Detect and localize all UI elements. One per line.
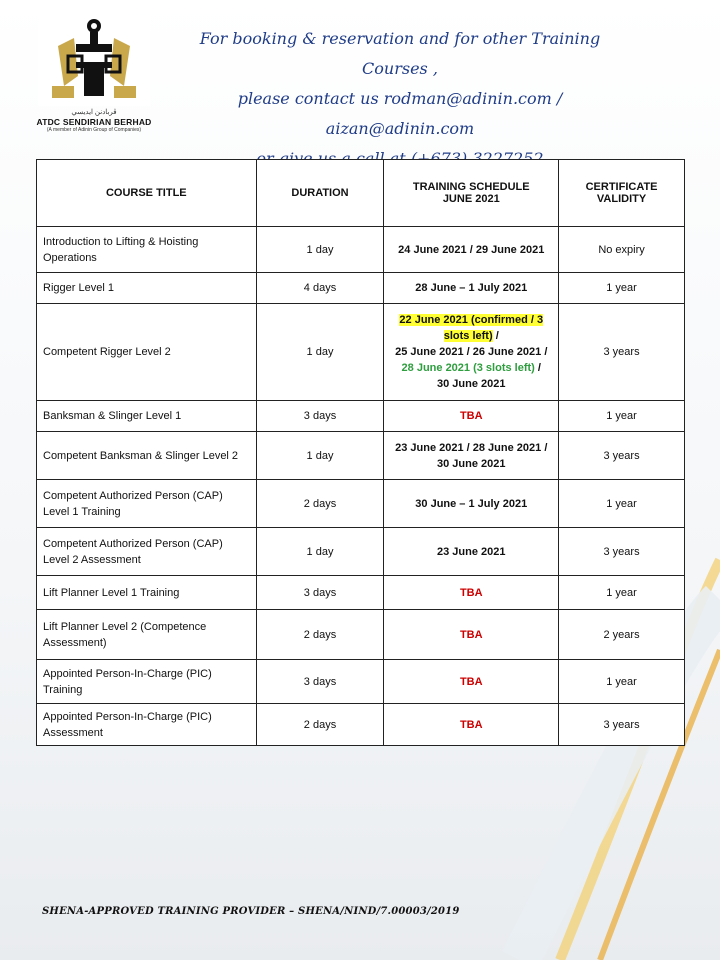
- header-schedule-line-1: TRAINING SCHEDULE: [412, 181, 530, 193]
- header-schedule-line-2: JUNE 2021: [442, 193, 500, 205]
- duration: 2 days: [256, 480, 384, 528]
- footer-accreditation: SHENA-APPROVED TRAINING PROVIDER – SHENA/NIND/7.00003/2019: [42, 906, 460, 917]
- validity: 3 years: [559, 704, 685, 746]
- duration: 1 day: [256, 227, 384, 273]
- schedule-separator: /: [534, 362, 541, 374]
- table-row: [37, 304, 685, 401]
- table-row: [37, 704, 685, 746]
- logo-arabic-text: ڤربادنن ايديسي: [71, 109, 117, 116]
- header-duration: DURATION: [256, 160, 384, 227]
- company-logo: [32, 16, 156, 142]
- duration: 4 days: [256, 273, 384, 304]
- header-training-schedule: [384, 160, 559, 227]
- course-title: Rigger Level 1: [37, 273, 257, 304]
- schedule-tba: TBA: [384, 576, 559, 610]
- contact-info: [170, 24, 630, 174]
- logo-company-name: ATDC SENDIRIAN BERHAD: [36, 117, 152, 127]
- header-validity-line-2: VALIDITY: [596, 193, 647, 205]
- schedule: 24 June 2021 / 29 June 2021: [384, 227, 559, 273]
- table-row: [37, 660, 685, 704]
- schedule-tba: TBA: [384, 610, 559, 660]
- table-row: [37, 401, 685, 432]
- logo-subtitle: (A member of Adinin Group of Companies): [46, 127, 142, 133]
- schedule-slots-left: 28 June 2021 (3 slots left): [401, 362, 535, 374]
- validity: 1 year: [559, 660, 685, 704]
- schedule: 23 June 2021: [384, 528, 559, 576]
- validity: 2 years: [559, 610, 685, 660]
- course-title: Competent Authorized Person (CAP) Level 1 Training: [37, 480, 257, 528]
- schedule-highlight-confirmed: 22 June 2021 (confirmed / 3 slots left): [399, 314, 544, 342]
- schedule-tba: TBA: [384, 704, 559, 746]
- course-title: Appointed Person-In-Charge (PIC) Assessment: [37, 704, 257, 746]
- table-row: [37, 528, 685, 576]
- table-row: [37, 480, 685, 528]
- course-title: Competent Rigger Level 2: [37, 304, 257, 401]
- validity: 3 years: [559, 432, 685, 480]
- course-title: Competent Authorized Person (CAP) Level 2 Assessment: [37, 528, 257, 576]
- table-row: [37, 273, 685, 304]
- schedule: [384, 304, 559, 401]
- header-certificate-validity: [559, 160, 685, 227]
- course-title: Lift Planner Level 1 Training: [37, 576, 257, 610]
- schedule: 30 June – 1 July 2021: [384, 480, 559, 528]
- duration: 3 days: [256, 660, 384, 704]
- schedule: 28 June – 1 July 2021: [384, 273, 559, 304]
- table-header-row: [37, 160, 685, 227]
- duration: 2 days: [256, 610, 384, 660]
- table-row: [37, 610, 685, 660]
- duration: 3 days: [256, 401, 384, 432]
- course-title: Banksman & Slinger Level 1: [37, 401, 257, 432]
- validity: 1 year: [559, 480, 685, 528]
- schedule: 23 June 2021 / 28 June 2021 / 30 June 2021: [384, 432, 559, 480]
- schedule-tba: TBA: [384, 660, 559, 704]
- duration: 1 day: [256, 432, 384, 480]
- duration: 1 day: [256, 304, 384, 401]
- course-title: Appointed Person-In-Charge (PIC) Training: [37, 660, 257, 704]
- header-validity-line-1: CERTIFICATE: [585, 181, 658, 193]
- contact-line-1: For booking & reservation and for other Training Courses ,: [199, 29, 601, 78]
- duration: 2 days: [256, 704, 384, 746]
- validity: 1 year: [559, 273, 685, 304]
- course-title: Lift Planner Level 2 (Competence Assessment): [37, 610, 257, 660]
- validity: No expiry: [559, 227, 685, 273]
- table-row: [37, 576, 685, 610]
- schedule-last-date: 30 June 2021: [437, 378, 506, 390]
- table-row: [37, 227, 685, 273]
- header-course-title: COURSE TITLE: [37, 160, 257, 227]
- duration: 3 days: [256, 576, 384, 610]
- duration: 1 day: [256, 528, 384, 576]
- schedule-tba: TBA: [384, 401, 559, 432]
- validity: 3 years: [559, 304, 685, 401]
- contact-line-2[interactable]: please contact us rodman@adinin.com / aizan@adinin.com: [237, 89, 563, 138]
- atdc-emblem-icon: [38, 16, 150, 106]
- validity: 1 year: [559, 576, 685, 610]
- training-schedule-table: [36, 159, 685, 746]
- course-title: Introduction to Lifting & Hoisting Operations: [37, 227, 257, 273]
- schedule-middle-dates: 25 June 2021 / 26 June 2021 /: [395, 346, 548, 358]
- table-row: [37, 432, 685, 480]
- validity: 1 year: [559, 401, 685, 432]
- validity: 3 years: [559, 528, 685, 576]
- course-title: Competent Banksman & Slinger Level 2: [37, 432, 257, 480]
- schedule-separator: /: [492, 330, 499, 342]
